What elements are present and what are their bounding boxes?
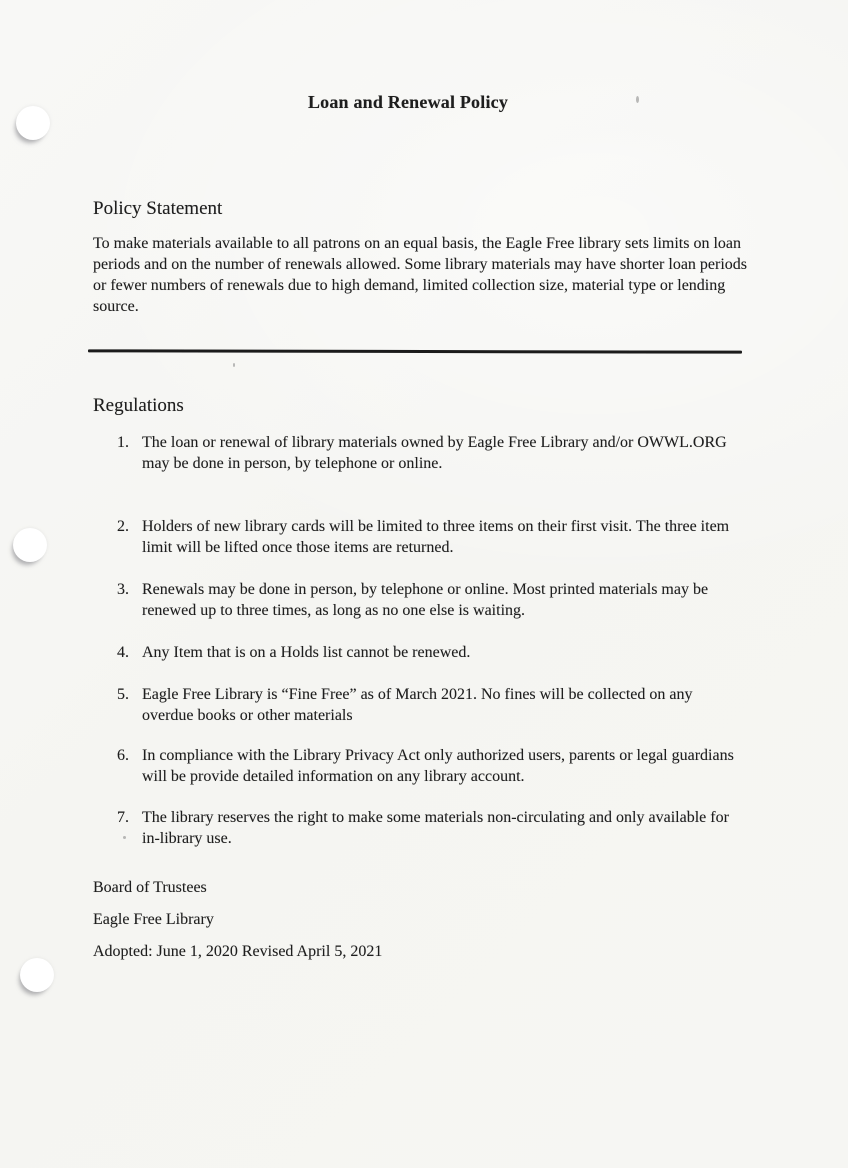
regulation-number: 4. — [117, 644, 129, 661]
regulation-text: The loan or renewal of library materials owned by Eagle Free Library and/or OWWL.ORG may be done in person, by telephone or online. — [142, 434, 727, 472]
paper-punch-hole — [13, 528, 47, 562]
regulation-number: 6. — [117, 747, 129, 764]
regulation-number: 5. — [117, 686, 129, 703]
regulation-item-2 — [117, 516, 745, 558]
regulation-text: Holders of new library cards will be limited to three items on their first visit. The three item limit will be lifted once those items are returned. — [142, 518, 730, 556]
regulation-number: 3. — [117, 581, 129, 598]
regulation-text: In compliance with the Library Privacy Act only authorized users, parents or legal guardians will be provide detailed information on any library account. — [142, 747, 734, 785]
regulation-text: The library reserves the right to make some materials non-circulating and only available for in-library use. — [142, 809, 729, 847]
regulation-item-7 — [117, 807, 745, 849]
horizontal-divider — [88, 349, 742, 353]
footer-library-name: Eagle Free Library — [93, 911, 214, 928]
footer-board-of-trustees: Board of Trustees — [93, 879, 207, 896]
regulation-text: Eagle Free Library is “Fine Free” as of March 2021. No fines will be collected on any overdue books or other materials — [142, 686, 693, 724]
regulation-item-3 — [117, 579, 745, 621]
regulation-number: 7. — [117, 809, 129, 826]
paper-punch-hole — [20, 958, 54, 992]
regulation-text: Renewals may be done in person, by telephone or online. Most printed materials may be renewed up to three times, as long as no one else is waiting. — [142, 581, 709, 619]
regulation-item-4 — [117, 642, 745, 663]
policy-statement-paragraph: To make materials available to all patrons on an equal basis, the Eagle Free library sets limits on loan periods and on the number of renewals allowed. Some library materials may have shorter loan periods or fewer numbers of renewals due to high demand, limited collection size, material type or lending source. — [93, 235, 748, 315]
regulation-text: Any Item that is on a Holds list cannot be renewed. — [142, 644, 471, 661]
regulation-item-5 — [117, 684, 745, 726]
regulation-item-1 — [117, 432, 745, 474]
policy-statement-heading: Policy Statement — [93, 198, 223, 219]
scan-speck — [233, 363, 235, 367]
regulation-number: 2. — [117, 518, 129, 535]
document-title: Loan and Renewal Policy — [307, 92, 509, 112]
regulations-heading: Regulations — [93, 395, 184, 416]
regulation-number: 1. — [117, 434, 129, 451]
regulation-item-6 — [117, 745, 745, 787]
footer-adopted-revised-dates: Adopted: June 1, 2020 Revised April 5, 2021 — [93, 943, 383, 960]
